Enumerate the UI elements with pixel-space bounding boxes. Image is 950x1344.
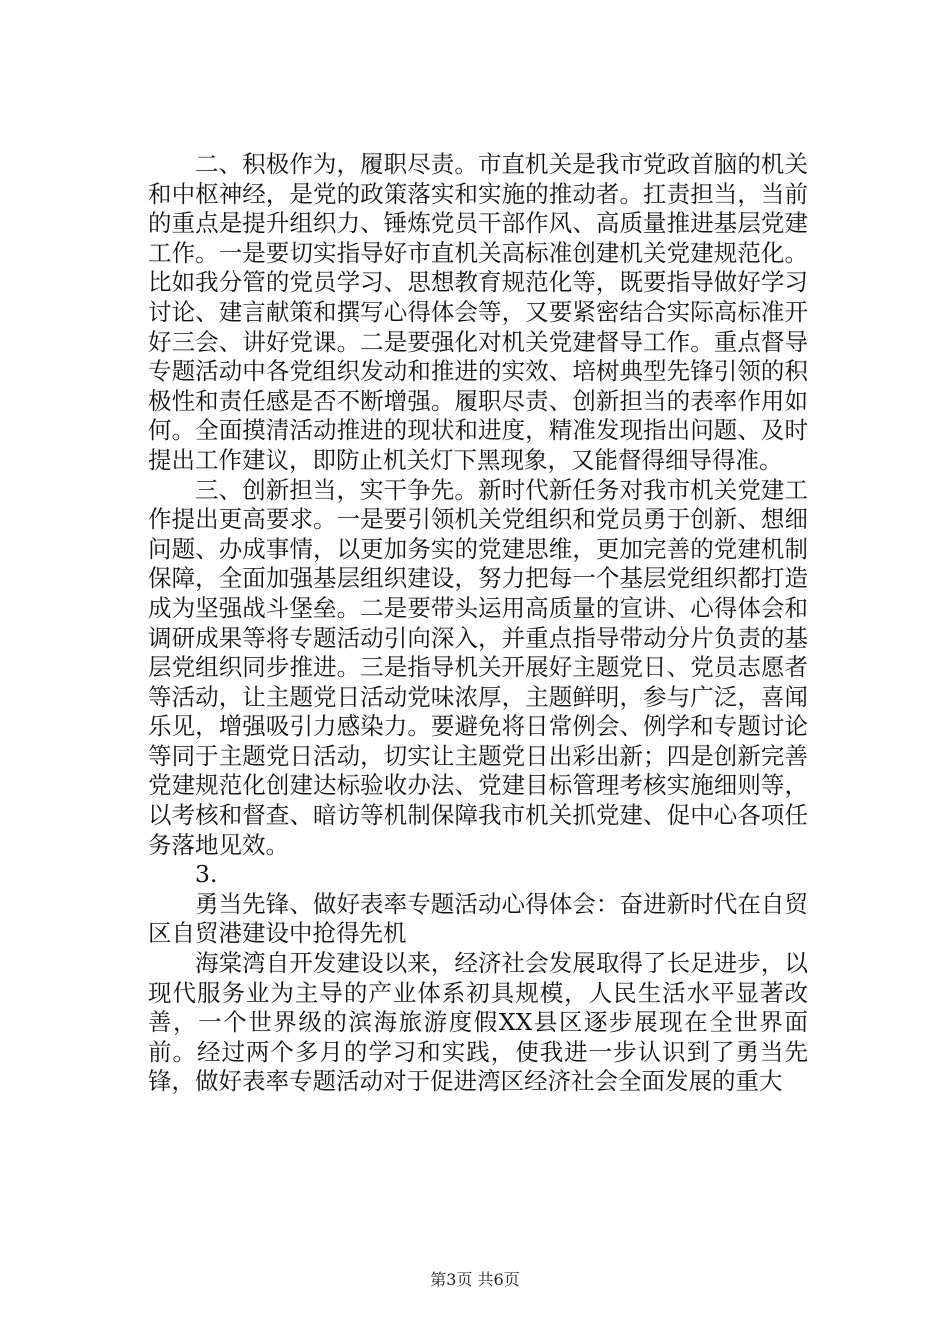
article-title: 勇当先锋、做好表率专题活动心得体会：奋进新时代在自贸区自贸港建设中抢得先机: [148, 889, 808, 948]
document-body: [148, 150, 808, 1097]
paragraph-intro: 海棠湾自开发建设以来，经济社会发展取得了长足进步，以现代服务业为主导的产业体系初具规模，人民生活水平显著改善，一个世界级的滨海旅游度假XX县区逐步展现在全世界面前。经过两个多月的学习和实践，使我进一步认识到了勇当先锋，做好表率专题活动对于促进湾区经济社会全面发展的重大: [148, 949, 808, 1096]
section-number: 3.: [195, 860, 218, 889]
page-footer: 第3页 共6页: [430, 1270, 520, 1289]
paragraph-section-two: 二、积极作为，履职尽责。市直机关是我市党政首脑的机关和中枢神经，是党的政策落实和实施的推动者。扛责担当，当前的重点是提升组织力、锤炼党员干部作风、高质量推进基层党建工作。一是要切实指导好市直机关高标准创建机关党建规范化。比如我分管的党员学习、思想教育规范化等，既要指导做好学习讨论、建言献策和撰写心得体会等，又要紧密结合实际高标准开好三会、讲好党课。二是要强化对机关党建督导工作。重点督导专题活动中各党组织发动和推进的实效、培树典型先锋引领的积极性和责任感是否不断增强。履职尽责、创新担当的表率作用如何。全面摸清活动推进的现状和进度，精准发现指出问题、及时提出工作建议，即防止机关灯下黑现象，又能督得细导得准。: [148, 150, 808, 474]
paragraph-section-three: 三、创新担当，实干争先。新时代新任务对我市机关党建工作提出更高要求。一是要引领机关党组织和党员勇于创新、想细问题、办成事情，以更加务实的党建思维，更加完善的党建机制保障，全面加强基层组织建设，努力把每一个基层党组织都打造成为坚强战斗堡垒。二是要带头运用高质量的宣讲、心得体会和调研成果等将专题活动引向深入，并重点指导带动分片负责的基层党组织同步推进。三是指导机关开展好主题党日、党员志愿者等活动，让主题党日活动党味浓厚，主题鲜明，参与广泛，喜闻乐见，增强吸引力感染力。要避免将日常例会、例学和专题讨论等同于主题党日活动，切实让主题党日出彩出新；四是创新完善党建规范化创建达标验收办法、党建目标管理考核实施细则等，以考核和督查、暗访等机制保障我市机关抓党建、促中心各项任务落地见效。: [148, 475, 808, 859]
